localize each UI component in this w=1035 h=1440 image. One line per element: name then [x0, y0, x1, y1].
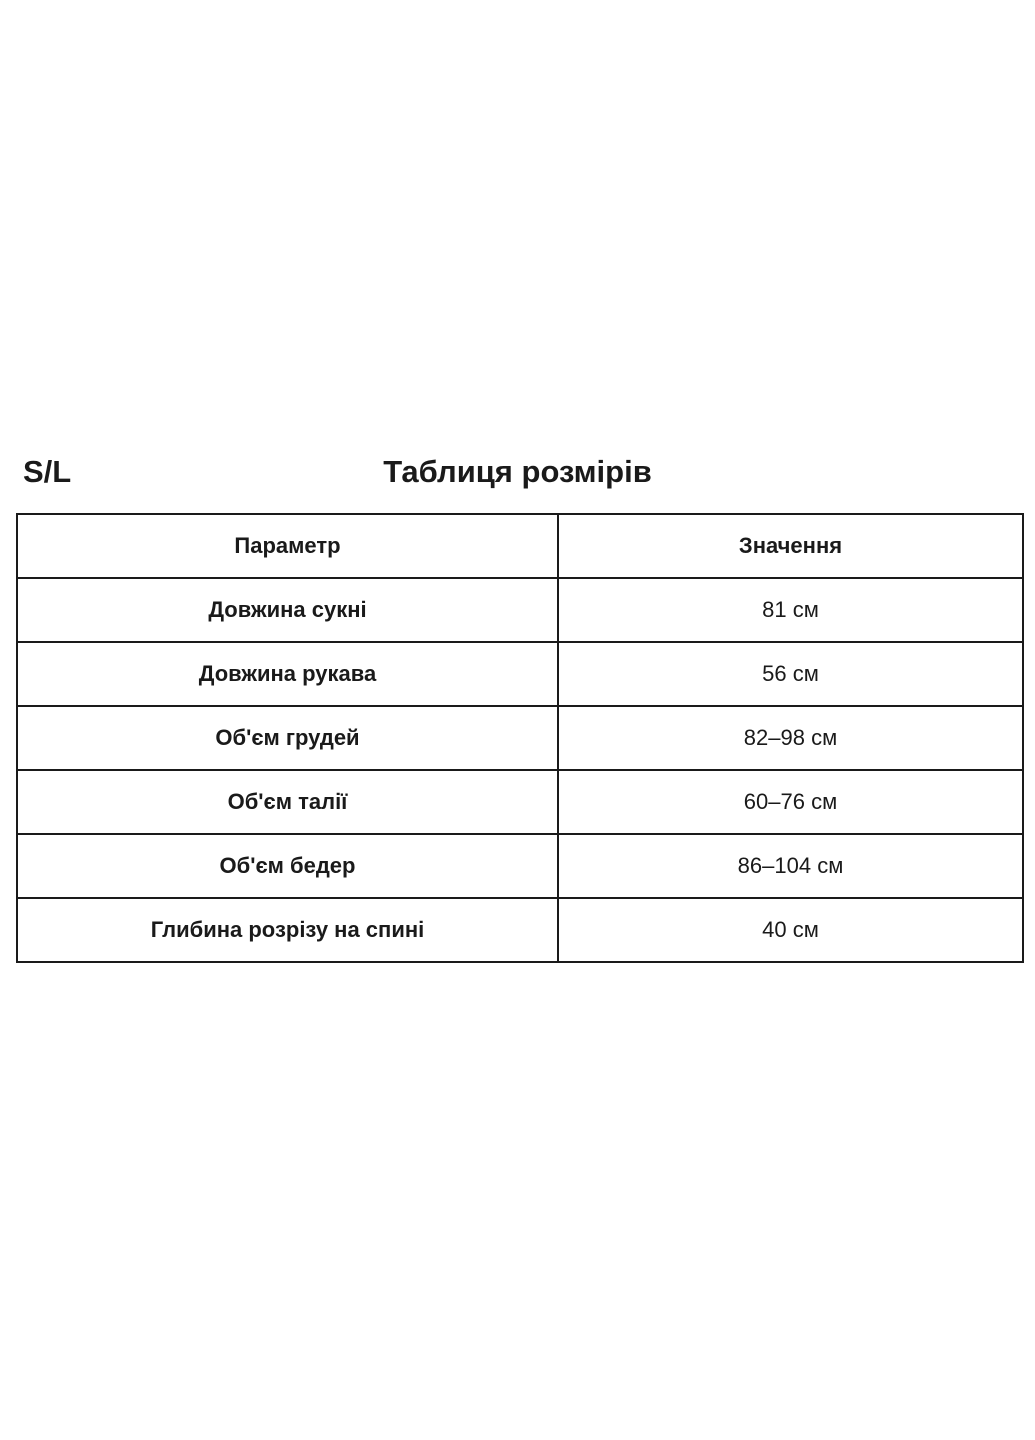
- page-title: Таблиця розмірів: [383, 454, 652, 489]
- table-header-row: [17, 514, 1023, 578]
- value-cell: 81 см: [558, 578, 1023, 642]
- table-row: [17, 578, 1023, 642]
- table-row: [17, 770, 1023, 834]
- value-cell: 60–76 см: [558, 770, 1023, 834]
- parameter-cell: Об'єм грудей: [17, 706, 558, 770]
- value-cell: 82–98 см: [558, 706, 1023, 770]
- size-label: S/L: [23, 454, 72, 489]
- table-row: [17, 642, 1023, 706]
- value-cell: 40 см: [558, 898, 1023, 962]
- column-header-value: Значення: [558, 514, 1023, 578]
- parameter-cell: Довжина сукні: [17, 578, 558, 642]
- size-table: [16, 513, 1024, 963]
- table-row: [17, 898, 1023, 962]
- parameter-cell: Довжина рукава: [17, 642, 558, 706]
- parameter-cell: Глибина розрізу на спині: [17, 898, 558, 962]
- table-row: [17, 706, 1023, 770]
- parameter-cell: Об'єм бедер: [17, 834, 558, 898]
- parameter-cell: Об'єм талії: [17, 770, 558, 834]
- column-header-parameter: Параметр: [17, 514, 558, 578]
- value-cell: 56 см: [558, 642, 1023, 706]
- value-cell: 86–104 см: [558, 834, 1023, 898]
- table-row: [17, 834, 1023, 898]
